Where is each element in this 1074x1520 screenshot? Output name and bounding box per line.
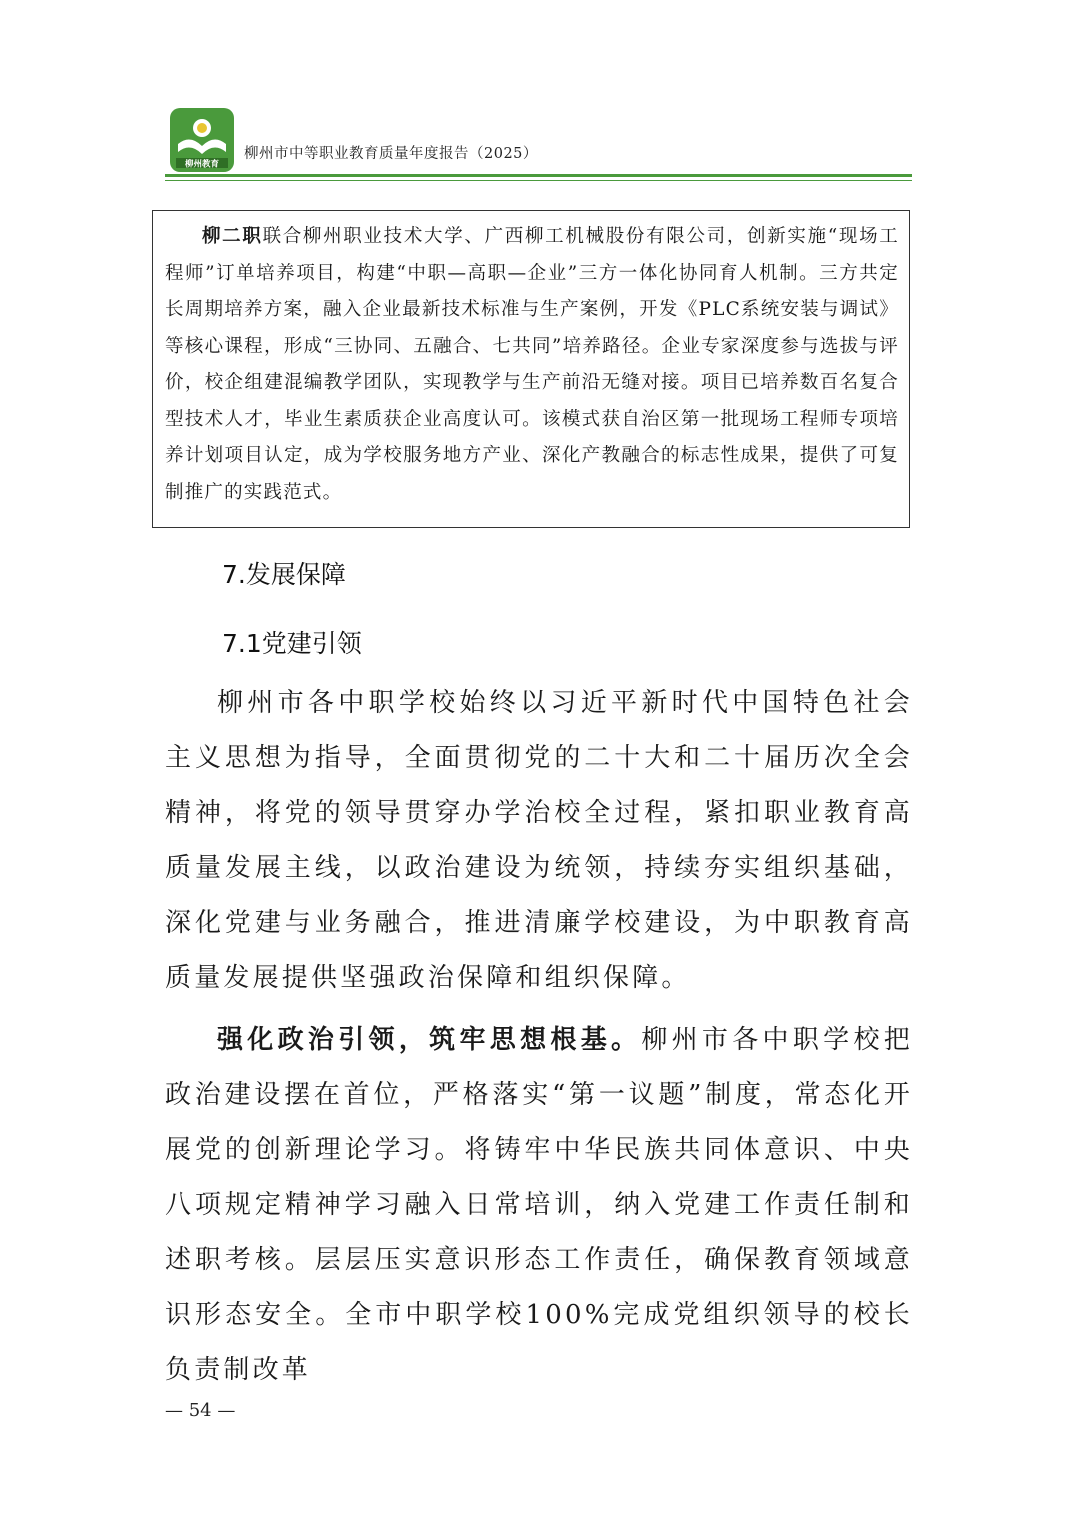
header-divider-thick	[165, 174, 912, 177]
report-title: 柳州市中等职业教育质量年度报告（2025）	[244, 146, 538, 162]
case-study-text	[165, 219, 899, 511]
paragraph-political-leadership	[165, 1013, 913, 1398]
page-number: — 54 —	[165, 1400, 236, 1421]
paragraph-lead: 强化政治引领，筑牢思想根基。	[217, 1025, 642, 1055]
svg-text:柳州教育: 柳州教育	[184, 159, 220, 170]
paragraph-text: 柳州市各中职学校始终以习近平新时代中国特色社会主义思想为指导，全面贯彻党的二十大和二十届历次全会精神，将党的领导贯穿办学治校全过程，紧扣职业教育高质量发展主线，以政治建设为统领，持续夯实组织基础，深化党建与业务融合，推进清廉学校建设，为中职教育高质量发展提供坚强政治保障和组织保障。	[165, 688, 913, 993]
case-study-lead: 柳二职	[202, 226, 263, 247]
paragraph-text	[165, 1013, 913, 1398]
header-divider-thin	[165, 180, 912, 181]
page-header	[0, 0, 1074, 190]
paragraph-party-building	[165, 676, 913, 1006]
paragraph-body: 柳州市各中职学校把政治建设摆在首位，严格落实“第一议题”制度，常态化开展党的创新理论学习。将铸牢中华民族共同体意识、中央八项规定精神学习融入日常培训，纳入党建工作责任制和述职考核。层层压实意识形态工作责任，确保教育领域意识形态安全。全市中职学校100%完成党组织领导的校长负责制改革	[165, 1025, 913, 1385]
case-study-box	[152, 210, 910, 528]
subsection-heading: 7.1党建引领	[222, 629, 362, 658]
section-heading: 7.发展保障	[222, 560, 346, 589]
case-study-body: 联合柳州职业技术大学、广西柳工机械股份有限公司，创新实施“现场工程师”订单培养项目，构建“中职—高职—企业”三方一体化协同育人机制。三方共定长周期培养方案，融入企业最新技术标准与生产案例，开发《PLC系统安装与调试》等核心课程，形成“三协同、五融合、七共同”培养路径。企业专家深度参与选拔与评价，校企组建混编教学团队，实现教学与生产前沿无缝对接。项目已培养数百名复合型技术人才，毕业生素质获企业高度认可。该模式获自治区第一批现场工程师专项培养计划项目认定，成为学校服务地方产业、深化产教融合的标志性成果，提供了可复制推广的实践范式。	[165, 226, 899, 503]
liuzhou-education-logo-icon	[170, 108, 234, 172]
